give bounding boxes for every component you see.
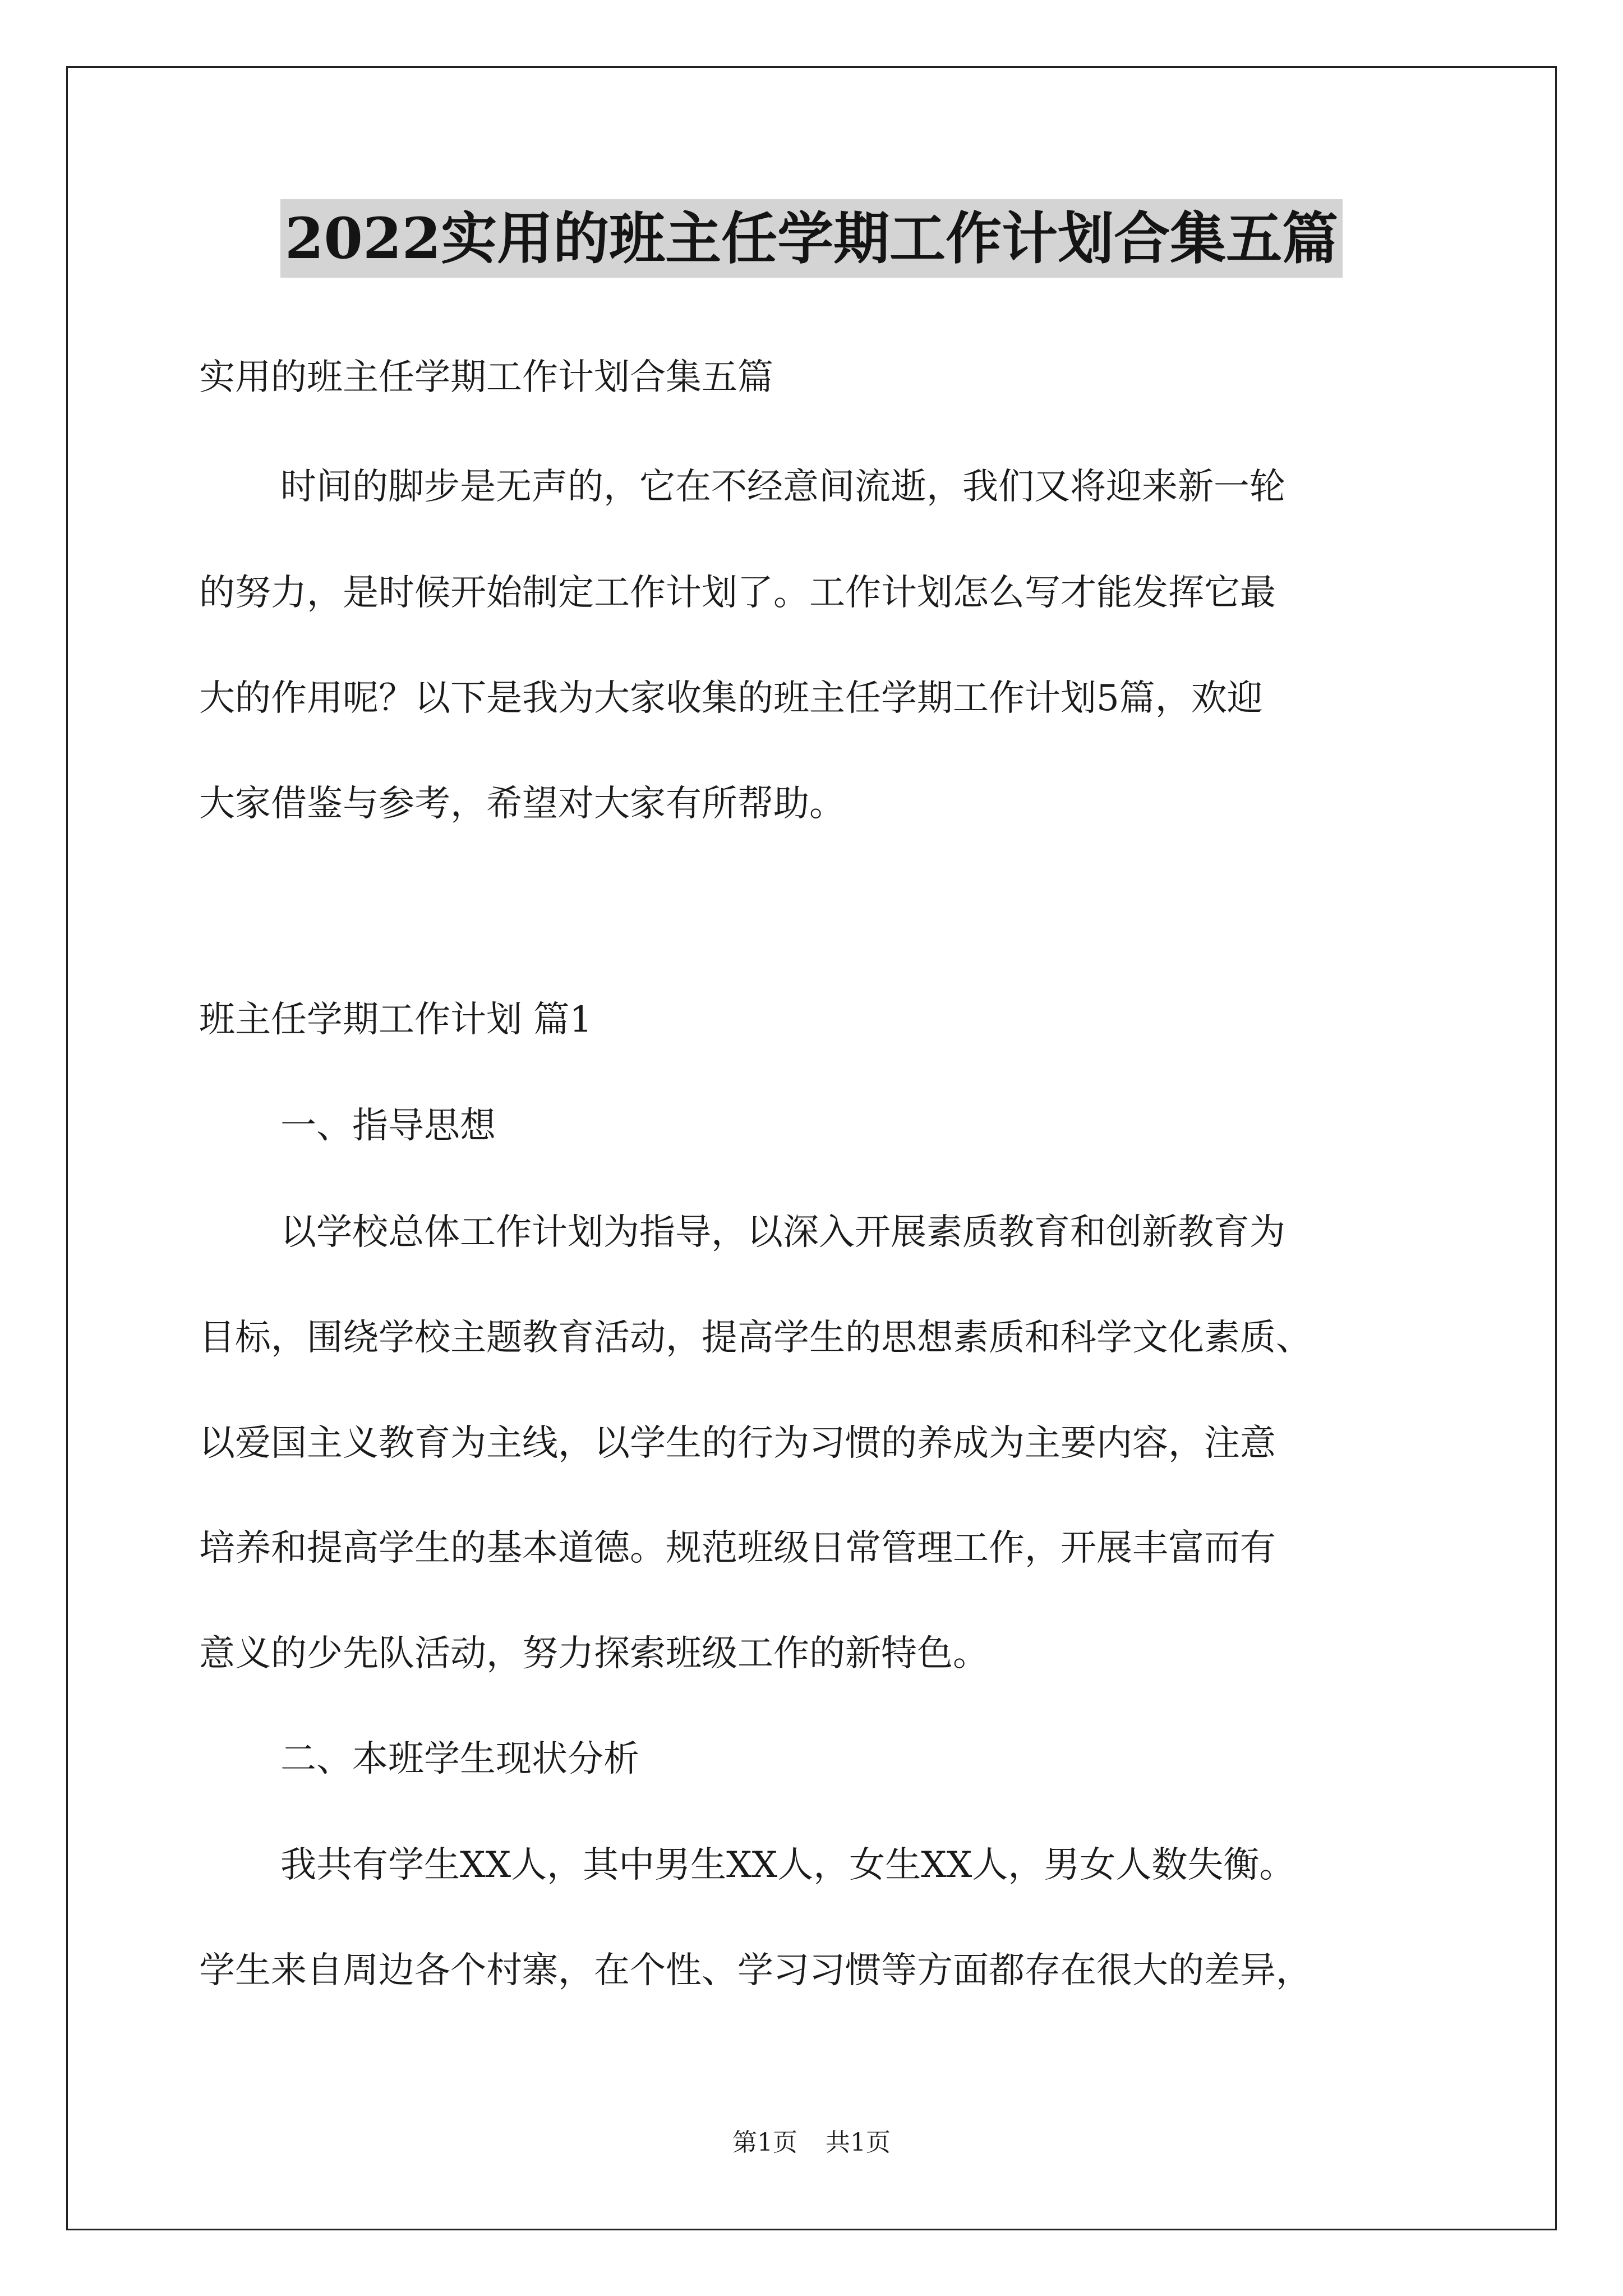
part1-line-2: 目标，围绕学校主题教育活动，提高学生的思想素质和科学文化素质、 [199, 1317, 1312, 1359]
intro-line-2: 的努力，是时候开始制定工作计划了。工作计划怎么写才能发挥它最 [199, 572, 1276, 614]
part1-line-5: 意义的少先队活动，努力探索班级工作的新特色。 [199, 1633, 989, 1674]
part1-line-4: 培养和提高学生的基本道德。规范班级日常管理工作，开展丰富而有 [199, 1527, 1276, 1569]
intro-line-1: 时间的脚步是无声的，它在不经意间流逝，我们又将迎来新一轮 [280, 466, 1285, 508]
document-title: 2022实用的班主任学期工作计划合集五篇 [280, 199, 1343, 278]
page-total: 共1页 [826, 2128, 891, 2157]
intro-line-3: 大的作用呢？以下是我为大家收集的班主任学期工作计划5篇，欢迎 [199, 678, 1263, 719]
document-subtitle: 实用的班主任学期工作计划合集五篇 [199, 357, 773, 398]
part1-heading: 一、指导思想 [280, 1105, 496, 1147]
part1-line-1: 以学校总体工作计划为指导，以深入开展素质教育和创新教育为 [280, 1212, 1285, 1253]
part2-heading: 二、本班学生现状分析 [280, 1738, 639, 1780]
page-number: 第1页 [732, 2128, 797, 2157]
part2-line-1: 我共有学生XX人，其中男生XX人，女生XX人，男女人数失衡。 [280, 1844, 1295, 1886]
title-container [0, 199, 1623, 278]
intro-line-4: 大家借鉴与参考，希望对大家有所帮助。 [199, 783, 845, 825]
part2-line-2: 学生来自周边各个村寨，在个性、学习习惯等方面都存在很大的差异， [199, 1950, 1312, 1991]
page-footer [0, 2126, 1623, 2160]
part1-line-3: 以爱国主义教育为主线，以学生的行为习惯的养成为主要内容，注意 [199, 1423, 1276, 1464]
section-heading: 班主任学期工作计划 篇1 [199, 999, 593, 1041]
